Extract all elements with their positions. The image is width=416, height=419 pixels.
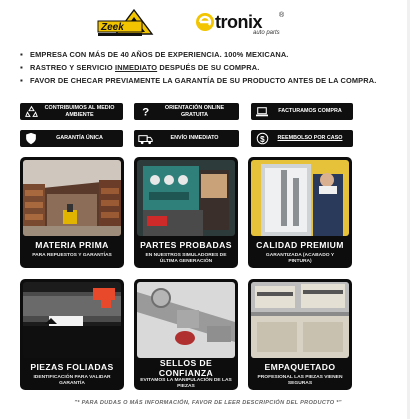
test-bench-photo [137,160,235,236]
card-title: CALIDAD PREMIUM [256,240,344,250]
bullet-tracking: ▪ RASTREO Y SERVICIO INMEDIATO DESPUÉS DE SU COMPRA. [20,63,400,72]
laptop-icon [254,104,270,119]
packaging-photo [251,282,349,358]
etronix-e-icon [195,12,215,32]
logo-left-text: Zeek [101,22,124,33]
card-raw-material [20,157,124,268]
card-title: EMPAQUETADO [264,362,336,372]
bullet-experience: ▪ EMPRESA CON MÁS DE 40 AÑOS DE EXPERIENCIA. 100% MEXICANA. [20,50,400,59]
footer-note: "* PARA DUDAS O MÁS INFORMACIÓN, FAVOR DE LEER DESCRIPCIÓN DEL PRODUCTO *" [74,400,342,406]
svg-text:?: ? [141,106,149,118]
badge-environment: CONTRIBUIMOS AL MEDIO AMBIENTE [20,103,123,120]
card-title: MATERIA PRIMA [35,240,109,250]
badge-orientation: ? ORIENTACIÓN ONLINE GRATUITA [134,103,239,120]
sealed-part-photo [137,282,235,358]
card-subtitle: PARA REPUESTOS Y GARANTÍAS [32,253,112,258]
card-subtitle: EVITAMOS LA MANIPULACIÓN DE LAS PIEZAS [140,378,232,389]
shield-icon [23,131,39,146]
question-icon [137,104,153,119]
badge-invoice: FACTURAMOS COMPRA [251,103,353,120]
labeled-part-photo [23,282,121,358]
card-subtitle: IDENTIFICACIÓN PARA VALIDAR GARANTÍA [33,375,111,386]
truck-icon [137,131,153,146]
card-premium-quality [248,157,352,268]
card-title: PARTES PROBADAS [140,240,232,250]
recycle-icon [23,104,39,119]
badge-refund: $ REEMBOLSO POR CASO [251,130,353,147]
brand-logo-left [96,8,160,38]
dollar-icon [254,131,270,146]
card-title: SELLOS DE CONFIANZA [158,358,214,378]
card-numbered-parts [20,279,124,390]
etronix-subtitle: auto parts [253,30,280,36]
feature-bullets [20,50,400,89]
badge-shipping: ENVÍO INMEDIATO [134,130,239,147]
card-subtitle: GARANTIZADA (ACABADO Y PINTURA) [265,253,335,264]
card-tested-parts [134,157,238,268]
card-title: PIEZAS FOLIADAS [30,362,114,372]
bullet-warranty: ▪ FAVOR DE CHECAR PREVIAMENTE LA GARANTÍA DE SU PRODUCTO ANTES DE LA COMPRA. [20,76,400,85]
badge-warranty: GARANTÍA ÚNICA [20,130,123,147]
svg-text:$: $ [259,134,265,144]
card-subtitle: PROFESIONAL LAS PIEZAS VIENEN SEGURAS [257,375,343,386]
card-subtitle: EN NUESTROS SIMULADORES DE ÚLTIMA GENERACIÓN [145,253,227,264]
right-edge-border [407,0,410,419]
brand-logo-etronix [195,10,295,40]
card-trust-seals [134,279,238,390]
paint-booth-photo [251,160,349,236]
warehouse-photo [23,160,121,236]
etronix-word: tronix [215,12,263,32]
etronix-reg: ® [279,12,285,19]
card-packaging [248,279,352,390]
